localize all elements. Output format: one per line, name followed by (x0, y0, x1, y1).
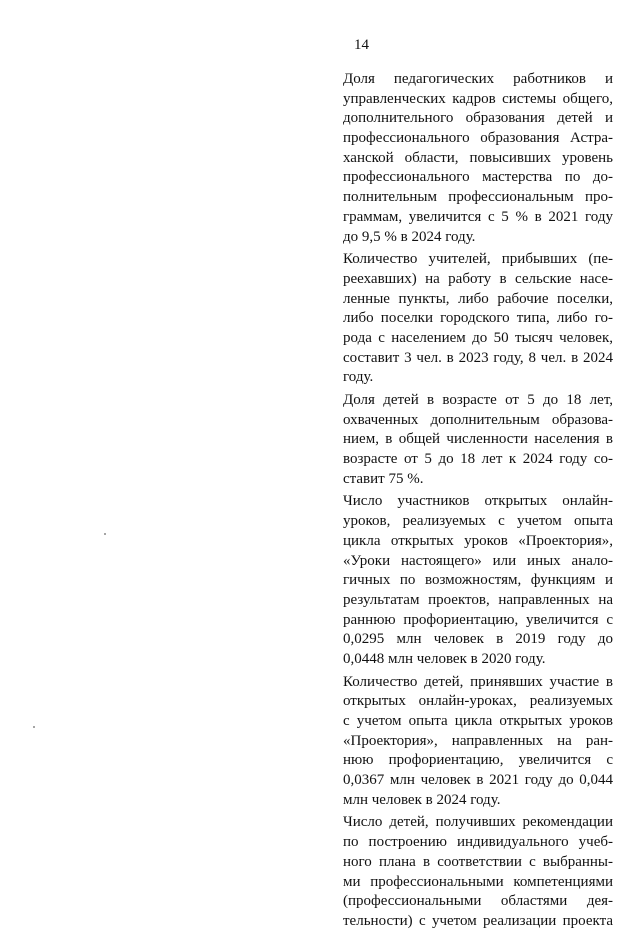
paragraph (343, 813, 613, 931)
text-line: ленные пункты, либо рабочие поселки, (343, 290, 613, 307)
text-line: уроков, реализуемых с учетом опыта (343, 513, 613, 530)
text-line: «Уроки настоящего» или иных анало- (343, 552, 613, 569)
text-line: нюю профориентацию, увеличится с (343, 752, 613, 769)
text-line: дополнительного образования детей и (343, 110, 613, 127)
text-line: гичных по возможностям, функциям и (343, 572, 613, 589)
text-line: цикла открытых уроков «Проектория», (343, 532, 613, 549)
scan-speck (33, 726, 35, 728)
text-line: реехавших) на работу в сельские насе- (343, 270, 613, 287)
text-line: году. (343, 369, 374, 386)
text-line: до 9,5 % в 2024 году. (343, 228, 476, 245)
text-line: Количество детей, принявших участие в (343, 673, 613, 690)
text-line: с учетом опыта цикла открытых уроков (343, 713, 613, 729)
paragraph (343, 70, 613, 247)
text-line: тельности) с учетом реализации проекта (343, 912, 613, 929)
text-line: рода с населением до 50 тысяч человек, (343, 329, 613, 346)
paragraph (343, 673, 613, 811)
text-line: 0,0367 млн человек в 2021 году до 0,044 (343, 772, 613, 789)
text-line: 0,0448 млн человек в 2020 году. (343, 650, 546, 667)
text-line: возрасте от 5 до 18 лет к 2024 году со- (343, 451, 613, 468)
text-column (343, 70, 613, 935)
text-line: Число детей, получивших рекомендации (343, 814, 613, 831)
text-line: граммам, увеличится с 5 % в 2021 году (343, 208, 613, 225)
paragraph (343, 391, 613, 489)
text-line: результатам проектов, направленных на (343, 591, 613, 608)
paragraph (343, 250, 613, 388)
text-line: охваченных дополнительным образова- (343, 411, 613, 428)
text-line: профессионального мастерства по до- (343, 169, 613, 186)
text-line: полнительным профессиональным про- (343, 189, 613, 206)
text-line: открытых онлайн-уроках, реализуемых (343, 693, 613, 710)
text-line: ного плана в соответствии с выбранны- (343, 853, 613, 870)
text-line: 0,0295 млн человек в 2019 году до (343, 631, 613, 648)
text-line: либо поселки городского типа, либо го- (343, 310, 613, 327)
paragraph (343, 492, 613, 669)
text-line: Доля детей в возрасте от 5 до 18 лет, (343, 392, 613, 408)
page-number: 14 (354, 37, 369, 53)
text-line: (профессиональными областями дея- (343, 893, 613, 910)
text-line: Количество учителей, прибывших (пе- (343, 251, 613, 268)
text-line: профессионального образования Астра- (343, 130, 613, 147)
text-line: ханской области, повысивших уровень (343, 149, 613, 166)
text-line: по построению индивидуального учеб- (343, 834, 613, 851)
text-line: «Проектория», направленных на ран- (343, 732, 613, 749)
scan-speck (104, 533, 106, 535)
text-line: ми профессиональными компетенциями (343, 873, 613, 890)
text-line: млн человек в 2024 году. (343, 791, 501, 808)
text-line: Доля педагогических работников и (343, 71, 613, 87)
text-line: нием, в общей численности населения в (343, 431, 613, 448)
text-line: управленческих кадров системы общего, (343, 90, 613, 107)
text-line: раннюю профориентацию, увеличится с (343, 611, 613, 628)
text-line: ставит 75 %. (343, 470, 424, 487)
text-line: составит 3 чел. в 2023 году, 8 чел. в 2024 (343, 349, 613, 366)
text-line: Число участников открытых онлайн- (343, 493, 613, 510)
